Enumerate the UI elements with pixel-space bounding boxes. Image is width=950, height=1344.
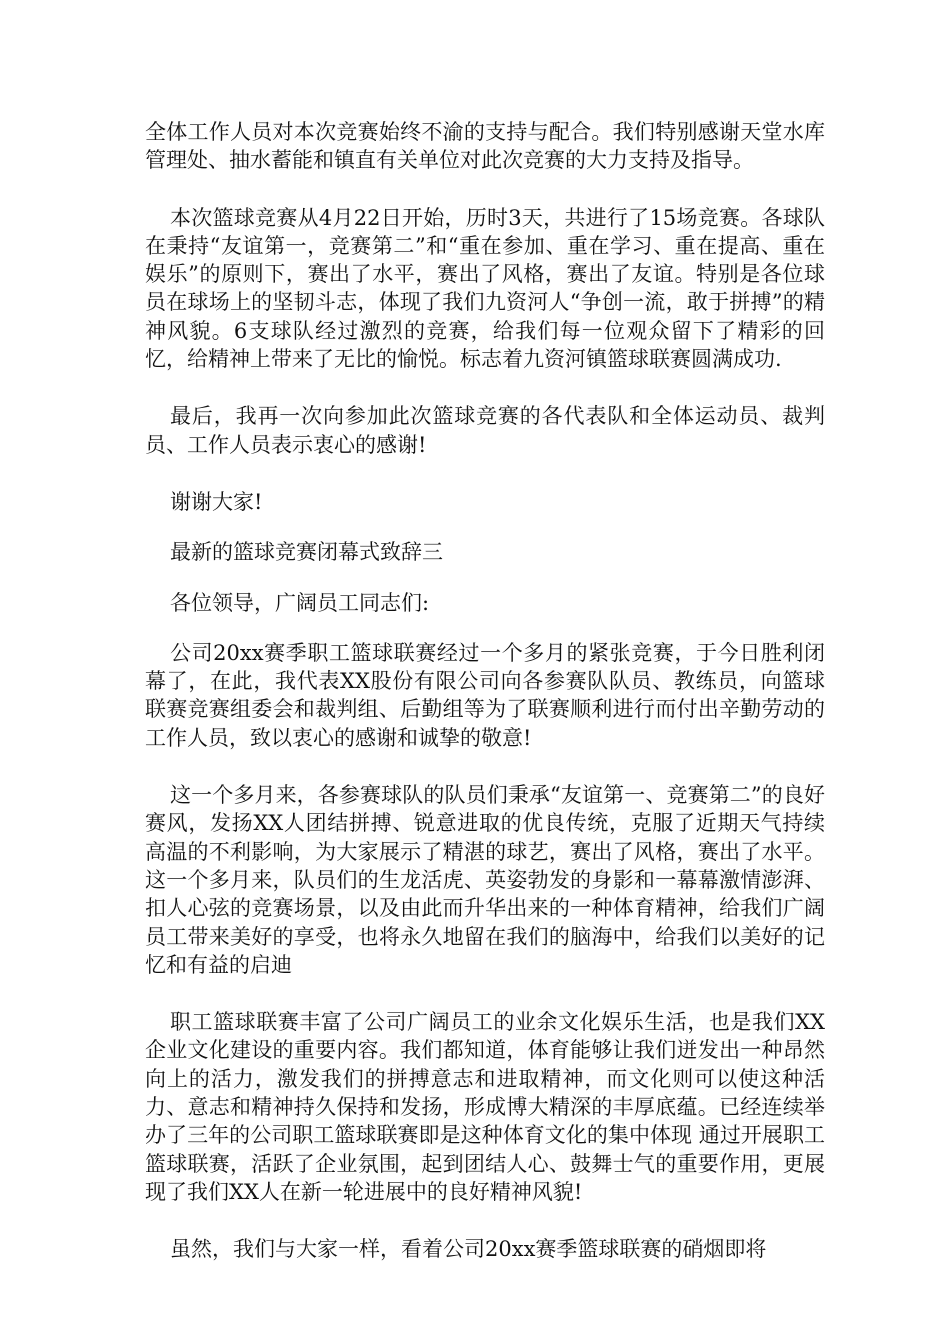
- paragraph-corporate-culture: 职工篮球联赛丰富了公司广阔员工的业余文化娱乐生活，也是我们XX企业文化建设的重要内容。我们都知道，体育能够让我们迸发出一种昂然向上的活力，激发我们的拼搏意志和进取精神，而文化则可以使这种活力、意志和精神持久保持和发扬，形成博大精深的丰厚底蕴。已经连续举办了三年的公司职工篮球联赛即是这种体育文化的集中体现 通过开展职工篮球联赛，活跃了企业氛围，起到团结人心、鼓舞士气的重要作用，更展现了我们XX人在新一轮进展中的良好精神风貌!: [145, 1010, 825, 1204]
- paragraph-thanks-staff: 全体工作人员对本次竞赛始终不渝的支持与配合。我们特别感谢天堂水库管理处、抽水蓄能和镇直有关单位对此次竞赛的大力支持及指导。: [145, 120, 825, 173]
- paragraph-thank-you: 谢谢大家!: [170, 489, 263, 514]
- paragraph-season-ending: 虽然，我们与大家一样，看着公司20xx赛季篮球联赛的硝烟即将: [170, 1237, 767, 1262]
- section-heading: 最新的篮球竞赛闭幕式致辞三: [170, 540, 443, 565]
- paragraph-final-thanks: 最后，我再一次向参加此次篮球竞赛的各代表队和全体运动员、裁判员、工作人员表示衷心的感谢!: [145, 404, 825, 457]
- document-page: [145, 118, 825, 1293]
- salutation: 各位领导，广阔员工同志们:: [170, 590, 430, 615]
- paragraph-closing-ceremony: 公司20xx赛季职工篮球联赛经过一个多月的紧张竞赛，于今日胜利闭幕了，在此，我代表XX股份有限公司向各参赛队队员、教练员，向篮球联赛竞赛组委会和裁判组、后勤组等为了联赛顺利进行而付出辛勤劳动的工作人员，致以衷心的感谢和诚挚的敬意!: [145, 640, 825, 750]
- paragraph-competition-summary: 本次篮球竞赛从4月22日开始，历时3天，共进行了15场竞赛。各球队在秉持“友谊第一，竞赛第二”和“重在参加、重在学习、重在提高、重在娱乐”的原则下，赛出了水平，赛出了风格，赛出了友谊。特别是各位球员在球场上的坚韧斗志，体现了我们九资河人“争创一流，敢于拼搏”的精神风貌。6支球队经过激烈的竞赛，给我们每一位观众留下了精彩的回忆，给精神上带来了无比的愉悦。标志着九资河镇篮球联赛圆满成功.: [145, 205, 825, 372]
- paragraph-month-review: 这一个多月来，各参赛球队的队员们秉承“友谊第一、竞赛第二”的良好赛风，发扬XX人团结拼搏、锐意进取的优良传统，克服了近期天气持续高温的不利影响，为大家展示了精湛的球艺，赛出了风格，赛出了水平。这一个多月来，队员们的生龙活虎、英姿勃发的身影和一幕幕激情澎湃、扣人心弦的竞赛场景，以及由此而升华出来的一种体育精神，给我们广阔员工带来美好的享受，也将永久地留在我们的脑海中，给我们以美好的记忆和有益的启迪: [145, 783, 825, 977]
